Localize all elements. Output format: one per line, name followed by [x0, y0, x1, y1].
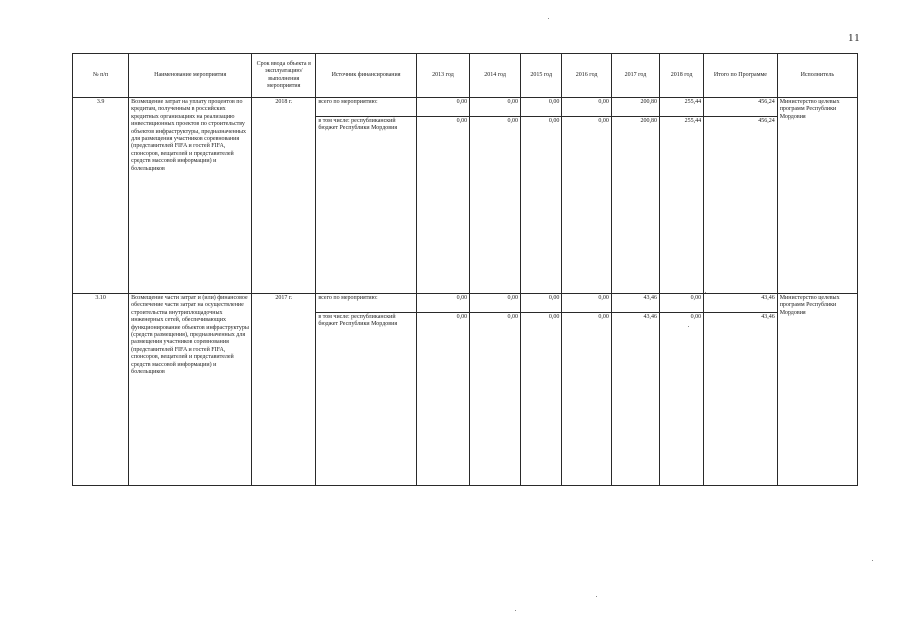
- cell-2013: 0,00: [416, 98, 469, 117]
- header-2016: 2016 год: [562, 54, 611, 98]
- cell-2015: 0,00: [520, 117, 561, 294]
- scan-speck: [515, 610, 516, 611]
- row-executor: Министерство целевых программ Республики Мордовия: [777, 98, 857, 294]
- cell-2014: 0,00: [470, 98, 521, 117]
- scan-speck: [596, 596, 597, 597]
- cell-2016: 0,00: [562, 313, 611, 486]
- table-row: [73, 98, 858, 117]
- program-measures-table: [72, 53, 858, 486]
- header-name: Наименование мероприятия: [129, 54, 252, 98]
- cell-2017: 43,46: [611, 294, 659, 313]
- header-2013: 2013 год: [416, 54, 469, 98]
- row-name: Возмещение части затрат и (или) финансовое обеспечение части затрат на осуществление строительства внутриплощадочных инженерных сетей, обеспечивающих функционирование объектов инфраструктуры (средств размещения), предназначенных для размещения участников соревнования (представителей FIFA и гостей FIFA, спонсоров, вещателей и представителей средств массовой информации) и болельщиков: [129, 294, 252, 486]
- cell-2016: 0,00: [562, 98, 611, 117]
- cell-2016: 0,00: [562, 117, 611, 294]
- cell-2015: 0,00: [520, 313, 561, 486]
- cell-total: 43,46: [704, 294, 778, 313]
- row-source-sub: в том числе: республиканский бюджет Республики Мордовия: [316, 117, 416, 294]
- page-number: 11: [848, 32, 861, 44]
- header-2014: 2014 год: [470, 54, 521, 98]
- header-source: Источник финансирования: [316, 54, 416, 98]
- row-deadline: 2018 г.: [252, 98, 316, 294]
- cell-2016: 0,00: [562, 294, 611, 313]
- cell-total: 456,24: [704, 117, 778, 294]
- cell-2015: 0,00: [520, 294, 561, 313]
- header-2018: 2018 год: [660, 54, 704, 98]
- row-num: 3.10: [73, 294, 129, 486]
- scan-speck: [872, 560, 873, 561]
- cell-total: 456,24: [704, 98, 778, 117]
- cell-2013: 0,00: [416, 313, 469, 486]
- cell-2018: 255,44: [660, 98, 704, 117]
- scan-speck: [705, 292, 706, 293]
- row-name: Возмещение затрат на уплату процентов по кредитам, полученным в российских кредитных организациях на реализацию инвестиционных проектов по строительству объектов инфраструктуры, предназначенных для размещения участников соревнования (представителей FIFA и гостей FIFA, спонсоров, вещателей и представителей средств массовой информации) и болельщиков: [129, 98, 252, 294]
- row-source-sub: в том числе: республиканский бюджет Республики Мордовия: [316, 313, 416, 486]
- header-2015: 2015 год: [520, 54, 561, 98]
- table-row: [73, 294, 858, 313]
- cell-2014: 0,00: [470, 313, 521, 486]
- cell-2018: 255,44: [660, 117, 704, 294]
- row-num: 3.9: [73, 98, 129, 294]
- cell-2017: 200,80: [611, 98, 659, 117]
- header-executor: Исполнитель: [777, 54, 857, 98]
- cell-2018: 0,00: [660, 294, 704, 313]
- cell-2017: 200,80: [611, 117, 659, 294]
- cell-2013: 0,00: [416, 294, 469, 313]
- row-deadline: 2017 г.: [252, 294, 316, 486]
- table-header-row: [73, 54, 858, 98]
- cell-2017: 43,46: [611, 313, 659, 486]
- cell-2014: 0,00: [470, 294, 521, 313]
- cell-2018: 0,00: [660, 313, 704, 486]
- header-total: Итого по Программе: [704, 54, 778, 98]
- scan-speck: [688, 326, 689, 327]
- cell-2014: 0,00: [470, 117, 521, 294]
- header-num: № п/п: [73, 54, 129, 98]
- row-source-total: всего по мероприятию:: [316, 98, 416, 117]
- header-deadline: Срок ввода объекта в эксплуатацию/ выполнения мероприятия: [252, 54, 316, 98]
- cell-total: 43,46: [704, 313, 778, 486]
- scan-speck: [548, 18, 549, 19]
- cell-2013: 0,00: [416, 117, 469, 294]
- row-source-total: всего по мероприятию:: [316, 294, 416, 313]
- row-executor: Министерство целевых программ Республики Мордовия: [777, 294, 857, 486]
- header-2017: 2017 год: [611, 54, 659, 98]
- cell-2015: 0,00: [520, 98, 561, 117]
